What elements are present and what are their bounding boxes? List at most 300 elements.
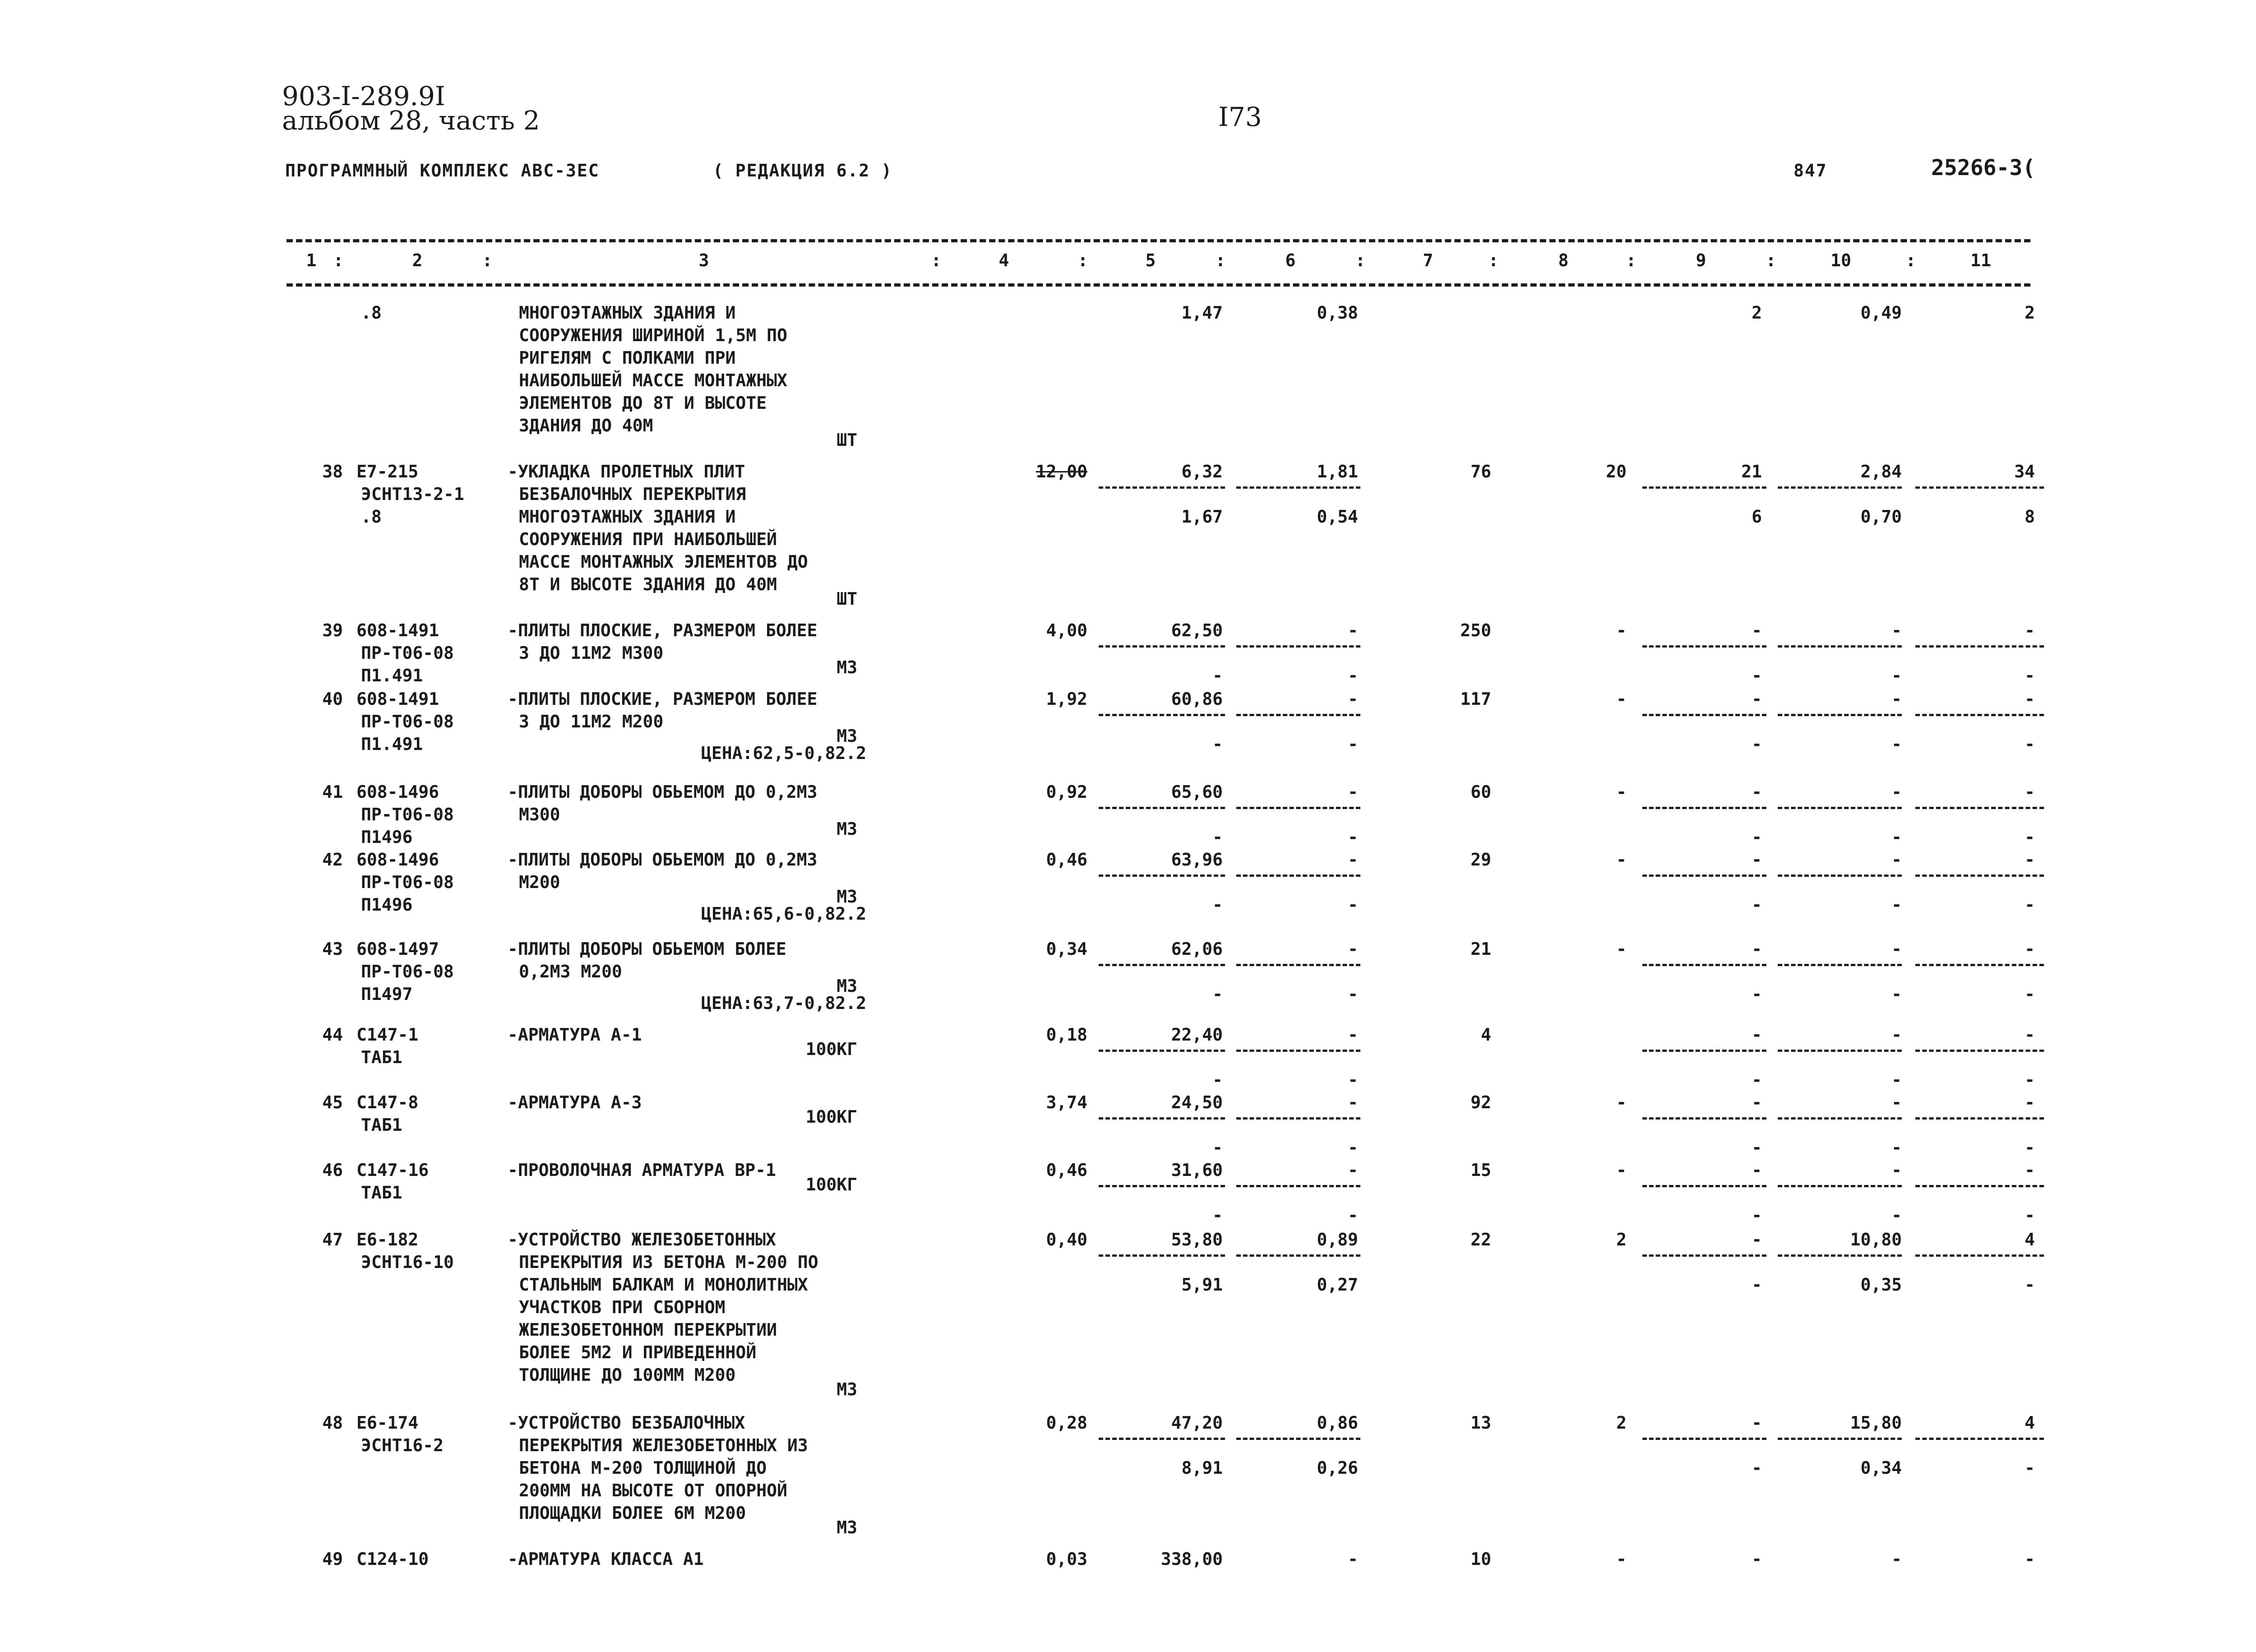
row-subvalue-c11: - [2025,1070,2035,1090]
row-value-c4: 1,92 [1046,689,1087,709]
row-value-c10: - [1891,689,1902,709]
row-number: 49 [322,1549,343,1569]
row-value-c9: - [1752,1549,1762,1569]
row-value-c6: - [1348,620,1358,640]
album-label: альбом 28, часть 2 [282,105,540,136]
row-value-c7: 60 [1470,782,1491,802]
row-unit: 100КГ [805,1039,857,1059]
row-description: -УСТРОЙСТВО ЖЕЛЕЗОБЕТОННЫХ [508,1230,776,1249]
row-subvalue-c6: - [1348,827,1358,847]
row-value-c11: - [2025,1025,2035,1045]
column-header-label: : [1626,250,1637,270]
sub-divider [1099,1254,1225,1257]
row-subvalue-c6: - [1348,1205,1358,1225]
row-subvalue-c9: - [1752,895,1762,915]
row-unit: М3 [837,819,857,839]
row-subvalue-c5: - [1212,734,1223,754]
row-subvalue-c6: 0,54 [1317,507,1358,527]
row-code: Е6-174 [356,1413,419,1433]
row-value-c7: 21 [1470,939,1491,959]
row-subvalue-c5: - [1212,1205,1223,1225]
row-subvalue-c11: - [2025,1205,2035,1225]
row-subvalue-c5: - [1212,895,1223,915]
row-subvalue-c11: - [2025,1458,2035,1478]
row-subvalue-c11: - [2025,895,2035,915]
sub-divider [1099,1050,1225,1052]
row-subvalue-c10: - [1891,827,1902,847]
row-subvalue-c9: - [1752,666,1762,685]
row-subvalue-c10: - [1891,984,1902,1004]
column-header-label: 4 [999,250,1009,270]
sub-divider [1099,807,1225,809]
row-value-c11: - [2025,939,2035,959]
row-value-c11: - [2025,850,2035,870]
row-value-c5: 6,32 [1181,462,1223,481]
sub-divider [1642,1050,1766,1052]
row-value-c9: - [1752,1025,1762,1045]
row-description: 200ММ НА ВЫСОТЕ ОТ ОПОРНОЙ [519,1481,787,1500]
column-header-label: 3 [698,250,709,270]
row-code: ПР-Т06-08 [361,712,454,731]
sub-divider [1236,645,1360,648]
row-value-c7: 13 [1470,1413,1491,1433]
row-code: ТАБ1 [361,1047,402,1067]
row-value-c10: - [1891,850,1902,870]
row-value-c8: - [1616,689,1627,709]
row-value-c6: - [1348,689,1358,709]
row-value-c5: 338,00 [1160,1549,1223,1569]
row-subvalue-c10: 0,70 [1860,507,1902,527]
column-header-label: 6 [1285,250,1296,270]
row-price-note: ЦЕНА:62,5-0,82.2 [701,743,866,763]
row-value-c9: - [1752,620,1762,640]
row-subvalue-c6: - [1348,1070,1358,1090]
row-subvalue-c9: 6 [1752,507,1762,527]
row-value-c11: - [2025,689,2035,709]
row-code: П1496 [361,895,413,915]
row-value-c10: 15,80 [1850,1413,1902,1433]
row-description: СТАЛЬНЫМ БАЛКАМ И МОНОЛИТНЫХ [519,1275,808,1295]
row-description: УЧАСТКОВ ПРИ СБОРНОМ [519,1297,726,1317]
row-unit: 100КГ [805,1175,857,1194]
sub-divider [1642,486,1766,489]
row-value-c10: 2,84 [1860,462,1902,481]
row-value-c11: 2 [2025,303,2035,323]
row-value-c6: - [1348,1549,1358,1569]
row-value-c6: - [1348,782,1358,802]
document-code: 903-I-289.9I [282,81,445,111]
row-value-c8: - [1616,1160,1627,1180]
row-description: ПЕРЕКРЫТИЯ ЖЕЛЕЗОБЕТОННЫХ ИЗ [519,1435,808,1455]
row-subvalue-c10: - [1891,1205,1902,1225]
row-code: Е7-215 [356,462,419,481]
sub-divider [1642,714,1766,716]
column-header-label: : [1077,250,1088,270]
row-value-c8: - [1616,1092,1627,1112]
row-subvalue-c11: - [2025,984,2035,1004]
sub-divider [1099,964,1225,966]
row-description: НАИБОЛЬШЕЙ МАССЕ МОНТАЖНЫХ [519,370,787,390]
row-description: БОЛЕЕ 5М2 И ПРИВЕДЕННОЙ [519,1342,757,1362]
sub-divider [1915,1117,2044,1120]
sub-divider [1915,486,2044,489]
row-value-c10: - [1891,782,1902,802]
row-value-c4: 0,40 [1046,1230,1087,1249]
program-title: ПРОГРАММНЫЙ КОМПЛЕКС АВС-ЗЕС [285,161,600,180]
row-description: -ПЛИТЫ ПЛОСКИЕ, РАЗМЕРОМ БОЛЕЕ [508,620,818,640]
row-value-c10: - [1891,939,1902,959]
row-code: П1.491 [361,734,423,754]
row-subvalue-c11: 8 [2025,507,2035,527]
row-value-c4: 0,28 [1046,1413,1087,1433]
table-header-rule [287,283,2030,287]
row-value-c10: - [1891,1092,1902,1112]
sub-divider [1915,714,2044,716]
row-value-c4: 0,34 [1046,939,1087,959]
row-description: ЖЕЛЕЗОБЕТОННОМ ПЕРЕКРЫТИИ [519,1320,777,1340]
row-description: ТОЛЩИНЕ ДО 100ММ М200 [519,1365,736,1385]
row-description: БЕТОНА М-200 ТОЛЩИНОЙ ДО [519,1458,767,1478]
row-description: -ПЛИТЫ ПЛОСКИЕ, РАЗМЕРОМ БОЛЕЕ [508,689,818,709]
row-value-c5: 47,20 [1171,1413,1223,1433]
row-value-c10: - [1891,1160,1902,1180]
row-value-c9: - [1752,1413,1762,1433]
row-code: С147-1 [356,1025,419,1045]
row-value-c5: 60,86 [1171,689,1223,709]
row-code: 608-1496 [356,850,439,870]
row-description: -ПЛИТЫ ДОБОРЫ ОБЬЕМОМ ДО 0,2М3 [508,782,818,802]
row-value-c8: 2 [1616,1413,1627,1433]
sub-divider [1099,875,1225,877]
sub-divider [1915,875,2044,877]
row-subvalue-c5: - [1212,666,1223,685]
row-code: С147-16 [356,1160,429,1180]
row-subvalue-c11: - [2025,1275,2035,1295]
row-value-c8: - [1616,782,1627,802]
row-description: МАССЕ МОНТАЖНЫХ ЭЛЕМЕНТОВ ДО [519,552,808,572]
row-code: П1.491 [361,666,423,685]
row-value-c5: 1,47 [1181,303,1223,323]
row-value-c11: 34 [2014,462,2035,481]
row-description: РИГЕЛЯМ С ПОЛКАМИ ПРИ [519,348,736,368]
row-subvalue-c10: - [1891,895,1902,915]
row-value-c9: 2 [1752,303,1762,323]
sub-divider [1915,807,2044,809]
row-value-c6: 0,86 [1317,1413,1358,1433]
row-value-c10: - [1891,1549,1902,1569]
column-header-label: 5 [1145,250,1156,270]
column-header-label: : [1488,250,1499,270]
row-value-c9: - [1752,850,1762,870]
row-code: .8 [361,303,382,323]
row-unit: М3 [837,726,857,746]
row-price-note: ЦЕНА:63,7-0,82.2 [701,993,866,1013]
row-number: 38 [322,462,343,481]
row-unit: М3 [837,976,857,996]
column-header-label: : [482,250,493,270]
row-description: МНОГОЭТАЖНЫХ ЗДАНИЯ И [519,303,736,323]
row-value-c7: 10 [1470,1549,1491,1569]
row-subvalue-c5: - [1212,1138,1223,1157]
row-description: -ПЛИТЫ ДОБОРЫ ОБЬЕМОМ ДО 0,2М3 [508,850,818,870]
sub-divider [1778,714,1902,716]
sub-divider [1778,964,1902,966]
row-value-c9: - [1752,1230,1762,1249]
row-value-c6: 0,38 [1317,303,1358,323]
sub-divider [1778,1117,1902,1120]
row-description: -ПЛИТЫ ДОБОРЫ ОБЬЕМОМ БОЛЕЕ [508,939,786,959]
column-header-label: 8 [1558,250,1569,270]
row-description: 0,2М3 М200 [519,962,622,981]
row-description: ЭЛЕМЕНТОВ ДО 8Т И ВЫСОТЕ [519,393,767,413]
sub-divider [1236,714,1360,716]
row-value-c4: 3,74 [1046,1092,1087,1112]
row-description: СООРУЖЕНИЯ ШИРИНОЙ 1,5М ПО [519,325,787,345]
row-description: 8Т И ВЫСОТЕ ЗДАНИЯ ДО 40М [519,574,777,594]
row-value-c11: - [2025,782,2035,802]
row-description: 3 ДО 11М2 М300 [519,643,664,663]
row-subvalue-c9: - [1752,984,1762,1004]
row-code: П1496 [361,827,413,847]
sub-divider [1778,1438,1902,1440]
column-header-label: 10 [1831,250,1851,270]
sub-divider [1778,1185,1902,1187]
row-unit: 100КГ [805,1107,857,1127]
sub-divider [1642,645,1766,648]
sub-divider [1642,875,1766,877]
sub-divider [1642,1117,1766,1120]
row-value-c9: 21 [1741,462,1762,481]
row-value-c7: 4 [1481,1025,1491,1045]
sub-divider [1236,807,1360,809]
row-value-c7: 92 [1470,1092,1491,1112]
sub-divider [1642,964,1766,966]
row-value-c4: 0,46 [1046,1160,1087,1180]
row-description: БЕЗБАЛОЧНЫХ ПЕРЕКРЫТИЯ [519,484,746,504]
row-number: 47 [322,1230,343,1249]
sub-divider [1236,1254,1360,1257]
row-subvalue-c11: - [2025,1138,2035,1157]
row-value-c9: - [1752,939,1762,959]
row-value-c10: 0,49 [1860,303,1902,323]
row-value-c7: 22 [1470,1230,1491,1249]
row-code: П1497 [361,984,413,1004]
row-code: Е6-182 [356,1230,419,1249]
row-code: .8 [361,507,382,527]
row-code: ПР-Т06-08 [361,962,454,981]
row-value-c7: 76 [1470,462,1491,481]
row-value-c4: 4,00 [1046,620,1087,640]
row-value-c8: - [1616,939,1627,959]
row-description: МНОГОЭТАЖНЫХ ЗДАНИЯ И [519,507,736,527]
sub-divider [1236,875,1360,877]
row-value-c4: 0,92 [1046,782,1087,802]
row-code: ПР-Т06-08 [361,805,454,824]
row-value-c11: - [2025,1160,2035,1180]
row-description: М300 [519,805,560,824]
row-number: 39 [322,620,343,640]
column-header-label: : [1355,250,1366,270]
row-unit: ШТ [837,430,857,450]
row-code: 608-1496 [356,782,439,802]
row-value-c7: 15 [1470,1160,1491,1180]
row-code: С124-10 [356,1549,429,1569]
row-code: ТАБ1 [361,1115,402,1135]
row-number: 40 [322,689,343,709]
row-subvalue-c6: - [1348,984,1358,1004]
sub-divider [1915,1438,2044,1440]
sub-divider [1778,645,1902,648]
row-subvalue-c9: - [1752,1070,1762,1090]
sub-divider [1915,964,2044,966]
row-value-c9: - [1752,782,1762,802]
column-header-label: 2 [412,250,423,270]
row-value-c11: 4 [2025,1413,2035,1433]
row-value-c5: 62,06 [1171,939,1223,959]
column-header-label: : [1905,250,1916,270]
sub-divider [1642,807,1766,809]
row-subvalue-c10: - [1891,666,1902,685]
sub-divider [1236,1185,1360,1187]
row-unit: М3 [837,1379,857,1399]
column-header-label: : [333,250,344,270]
row-subvalue-c10: - [1891,1070,1902,1090]
sub-divider [1099,645,1225,648]
sub-divider [1236,486,1360,489]
row-subvalue-c6: 0,27 [1317,1275,1358,1295]
sub-divider [1778,1050,1902,1052]
row-value-c6: - [1348,1092,1358,1112]
sub-divider [1778,875,1902,877]
row-value-c11: 4 [2025,1230,2035,1249]
row-value-c9: - [1752,1092,1762,1112]
row-value-c4: 0,18 [1046,1025,1087,1045]
row-subvalue-c9: - [1752,1205,1762,1225]
column-header-label: : [1766,250,1776,270]
row-value-c11: - [2025,1092,2035,1112]
sub-divider [1099,1438,1225,1440]
row-code: ПР-Т06-08 [361,872,454,892]
row-value-c6: - [1348,939,1358,959]
row-code: 608-1491 [356,689,439,709]
row-unit: М3 [837,1518,857,1537]
row-number: 42 [322,850,343,870]
row-value-c8: 2 [1616,1230,1627,1249]
sub-divider [1915,1185,2044,1187]
row-value-c5: 65,60 [1171,782,1223,802]
row-subvalue-c5: - [1212,1070,1223,1090]
sub-divider [1778,486,1902,489]
row-description: -АРМАТУРА А-1 [508,1025,642,1045]
row-value-c7: 250 [1460,620,1491,640]
row-value-c9: - [1752,1160,1762,1180]
row-value-c5: 31,60 [1171,1160,1223,1180]
row-number: 44 [322,1025,343,1045]
column-header-label: 1 [306,250,317,270]
row-code: ЭСНТ13-2-1 [361,484,464,504]
sub-divider [1778,1254,1902,1257]
row-number: 43 [322,939,343,959]
sub-divider [1099,1185,1225,1187]
row-subvalue-c6: - [1348,734,1358,754]
row-description: СООРУЖЕНИЯ ПРИ НАИБОЛЬШЕЙ [519,529,777,549]
row-description: ЗДАНИЯ ДО 40М [519,416,653,435]
row-subvalue-c6: - [1348,895,1358,915]
row-subvalue-c9: - [1752,1138,1762,1157]
column-header-label: 9 [1696,250,1706,270]
row-value-c5: 63,96 [1171,850,1223,870]
row-subvalue-c9: - [1752,1275,1762,1295]
row-subvalue-c5: - [1212,984,1223,1004]
column-header-label: 7 [1423,250,1433,270]
row-subvalue-c10: 0,35 [1860,1275,1902,1295]
row-value-c4: 0,03 [1046,1549,1087,1569]
table-top-rule [287,239,2030,242]
row-number: 46 [322,1160,343,1180]
row-value-c10: 10,80 [1850,1230,1902,1249]
row-subvalue-c10: 0,34 [1860,1458,1902,1478]
sub-divider [1642,1438,1766,1440]
row-number: 48 [322,1413,343,1433]
row-number: 45 [322,1092,343,1112]
row-description: -АРМАТУРА КЛАССА А1 [508,1549,704,1569]
row-description: -ПРОВОЛОЧНАЯ АРМАТУРА ВР-1 [508,1160,776,1180]
sub-divider [1099,486,1225,489]
sub-divider [1236,1117,1360,1120]
row-subvalue-c6: 0,26 [1317,1458,1358,1478]
sub-divider [1099,714,1225,716]
document-id: 25266-3( [1931,155,2036,180]
row-subvalue-c5: 5,91 [1181,1275,1223,1295]
row-subvalue-c6: - [1348,666,1358,685]
row-subvalue-c9: - [1752,734,1762,754]
row-unit: М3 [837,657,857,677]
row-subvalue-c9: - [1752,1458,1762,1478]
row-value-c5: 62,50 [1171,620,1223,640]
row-code: ТАБ1 [361,1183,402,1203]
row-value-c6: 0,89 [1317,1230,1358,1249]
row-subvalue-c5: 8,91 [1181,1458,1223,1478]
row-description: -УСТРОЙСТВО БЕЗБАЛОЧНЫХ [508,1413,745,1433]
sub-divider [1236,1050,1360,1052]
row-value-c6: 1,81 [1317,462,1358,481]
sub-divider [1236,1438,1360,1440]
page-number: I73 [1218,102,1262,132]
row-code: ЭСНТ16-10 [361,1252,454,1272]
sub-divider [1642,1254,1766,1257]
sub-divider [1915,1050,2044,1052]
row-value-c8: 20 [1606,462,1627,481]
row-value-c10: - [1891,1025,1902,1045]
row-value-c8: - [1616,620,1627,640]
row-unit: М3 [837,887,857,907]
row-value-c8: - [1616,850,1627,870]
row-value-c6: - [1348,1025,1358,1045]
row-value-c5: 53,80 [1171,1230,1223,1249]
row-description: 3 ДО 11М2 М200 [519,712,664,731]
row-code: 608-1491 [356,620,439,640]
row-description: -УКЛАДКА ПРОЛЕТНЫХ ПЛИТ [508,462,745,481]
row-number: 41 [322,782,343,802]
row-value-c7: 29 [1470,850,1491,870]
row-subvalue-c10: - [1891,1138,1902,1157]
row-value-c11: - [2025,620,2035,640]
row-subvalue-c11: - [2025,734,2035,754]
row-subvalue-c5: - [1212,827,1223,847]
row-value-c9: - [1752,689,1762,709]
row-code: ПР-Т06-08 [361,643,454,663]
row-description: ПЛОЩАДКИ БОЛЕЕ 6М М200 [519,1503,746,1523]
